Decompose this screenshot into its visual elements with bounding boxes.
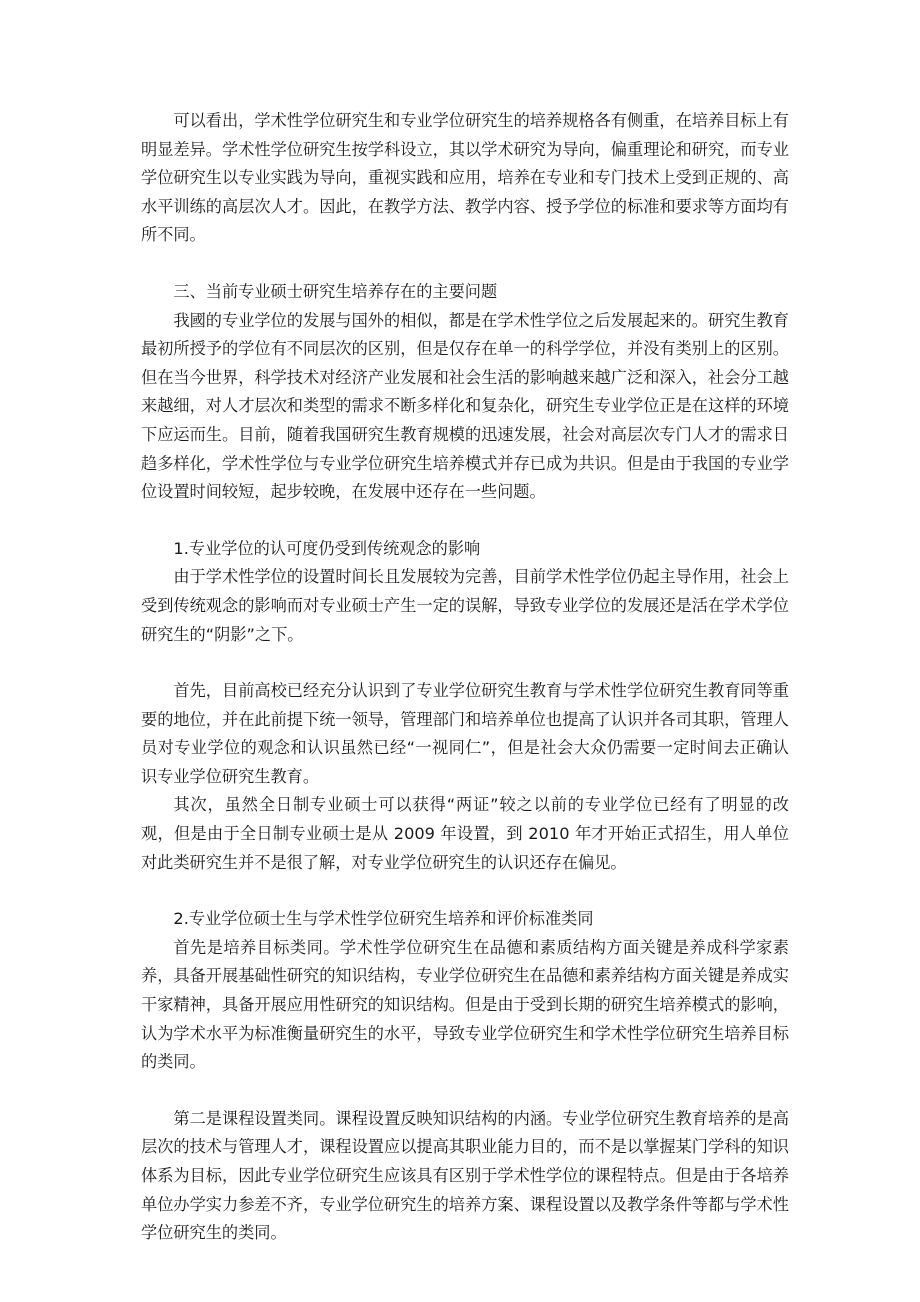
subsection-heading-1: 1.专业学位的认可度仍受到传统观念的影响 — [173, 538, 481, 558]
document-body — [141, 107, 789, 1248]
subsection-heading-2: 2.专业学位硕士生与学术性学位研究生培养和评价标准类同 — [173, 909, 594, 929]
paragraph-7: 第二是课程设置类同。课程设置反映知识结构的内涵。专业学位研究生教育培养的是高层次的技术与管理人才，课程设置应以提高其职业能力目的，而不是以掌握某门学科的知识体系为目标，因此专业学位研究生应该具有区别于学术性学位的课程特点。但是由于各培养单位办学实力参差不齐，专业学位研究生的培养方案、课程设置以及教学条件等都与学术性学位研究生的类同。 — [141, 1108, 789, 1243]
section-heading-3: 三、当前专业硕士研究生培养存在的主要问题 — [173, 281, 498, 301]
paragraph-1: 可以看出，学术性学位研究生和专业学位研究生的培养规格各有侧重，在培养目标上有明显差异。学术性学位研究生按学科设立，其以学术研究为导向，偏重理论和研究，而专业学位研究生以专业实践为导向，重视实践和应用，培养在专业和专门技术上受到正规的、高水平训练的高层次人才。因此，在教学方法、教学内容、授予学位的标准和要求等方面均有所不同。 — [141, 111, 789, 245]
paragraph-4: 首先，目前高校已经充分认识到了专业学位研究生教育与学术性学位研究生教育同等重要的地位，并在此前提下统一领导，管理部门和培养单位也提高了认识并各司其职，管理人员对专业学位的观念和认识虽然已经“一视同仁”，但是社会大众仍需要一定时间去正确认识专业学位研究生教育。 — [141, 681, 789, 786]
paragraph-3: 由于学术性学位的设置时间长且发展较为完善，目前学术性学位仍起主导作用，社会上受到传统观念的影响而对专业硕士产生一定的误解，导致专业学位的发展还是活在学术学位研究生的“阴影”之下。 — [141, 567, 789, 644]
paragraph-2: 我國的专业学位的发展与国外的相似，都是在学术性学位之后发展起来的。研究生教育最初所授予的学位有不同层次的区别，但是仅存在单一的科学学位，并没有类别上的区别。但在当今世界，科学技术对经济产业发展和社会生活的影响越来越广泛和深入，社会分工越来越细，对人才层次和类型的需求不断多样化和复杂化，研究生专业学位正是在这样的环境下应运而生。目前，随着我国研究生教育规模的迅速发展，社会对高层次专门人才的需求日趋多样化，学术性学位与专业学位研究生培养模式并存已成为共识。但是由于我国的专业学位设置时间较短，起步较晚，在发展中还存在一些问题。 — [141, 310, 789, 502]
paragraph-5: 其次，虽然全日制专业硕士可以获得“两证”较之以前的专业学位已经有了明显的改观，但是由于全日制专业硕士是从 2009 年设置，到 2010 年才开始正式招生，用人单位对此类研究生并不是很了解，对专业学位研究生的认识还存在偏见。 — [141, 795, 789, 872]
paragraph-6: 首先是培养目标类同。学术性学位研究生在品德和素质结构方面关键是养成科学家素养，具备开展基础性研究的知识结构，专业学位研究生在品德和素养结构方面关键是养成实干家精神，具备开展应用性研究的知识结构。但是由于受到长期的研究生培养模式的影响，认为学术水平为标准衡量研究生的水平，导致专业学位研究生和学术性学位研究生培养目标的类同。 — [141, 937, 789, 1072]
